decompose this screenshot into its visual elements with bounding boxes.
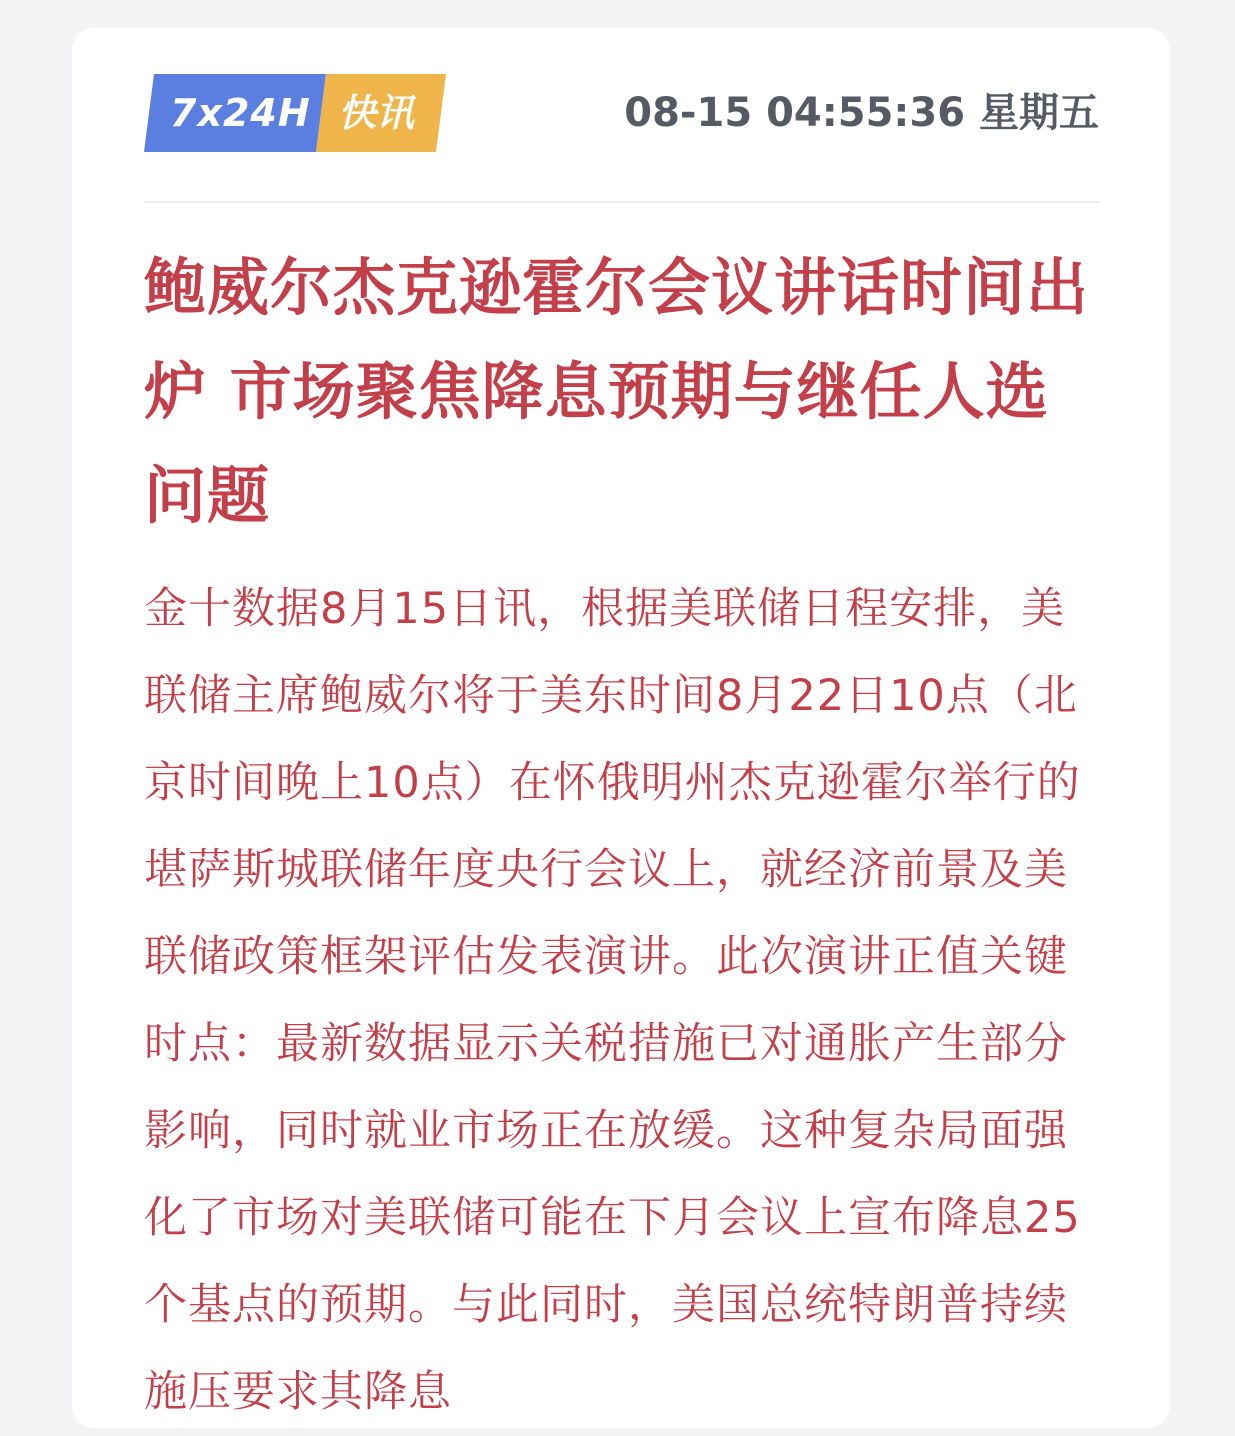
- news-headline: 鲍威尔杰克逊霍尔会议讲话时间出炉 市场聚焦降息预期与继任人选问题: [144, 251, 1090, 532]
- badge-label-flash: 快讯: [338, 91, 415, 135]
- publish-datetime: 08-15 04:55:36 星期五: [624, 90, 1099, 136]
- header-divider: [144, 201, 1099, 203]
- badge-label-7x24h: 7x24H: [170, 91, 311, 135]
- news-body: 金十数据8月15日讯，根据美联储日程安排，美联储主席鲍威尔将于美东时间8月22日10点（北京时间晚上10点）在怀俄明州杰克逊霍尔举行的堪萨斯城联储年度央行会议上，就经济前景及美联储政策框架评估发表演讲。此次演讲正值关键时点：最新数据显示关税措施已对通胀产生部分影响，同时就业市场正在放缓。这种复杂局面强化了市场对美联储可能在下月会议上宣布降息25个基点的预期。与此同时，美国总统特朗普持续施压要求其降息: [144, 584, 1081, 1417]
- news-header: [144, 74, 1099, 154]
- flash-news-badge: [144, 74, 446, 152]
